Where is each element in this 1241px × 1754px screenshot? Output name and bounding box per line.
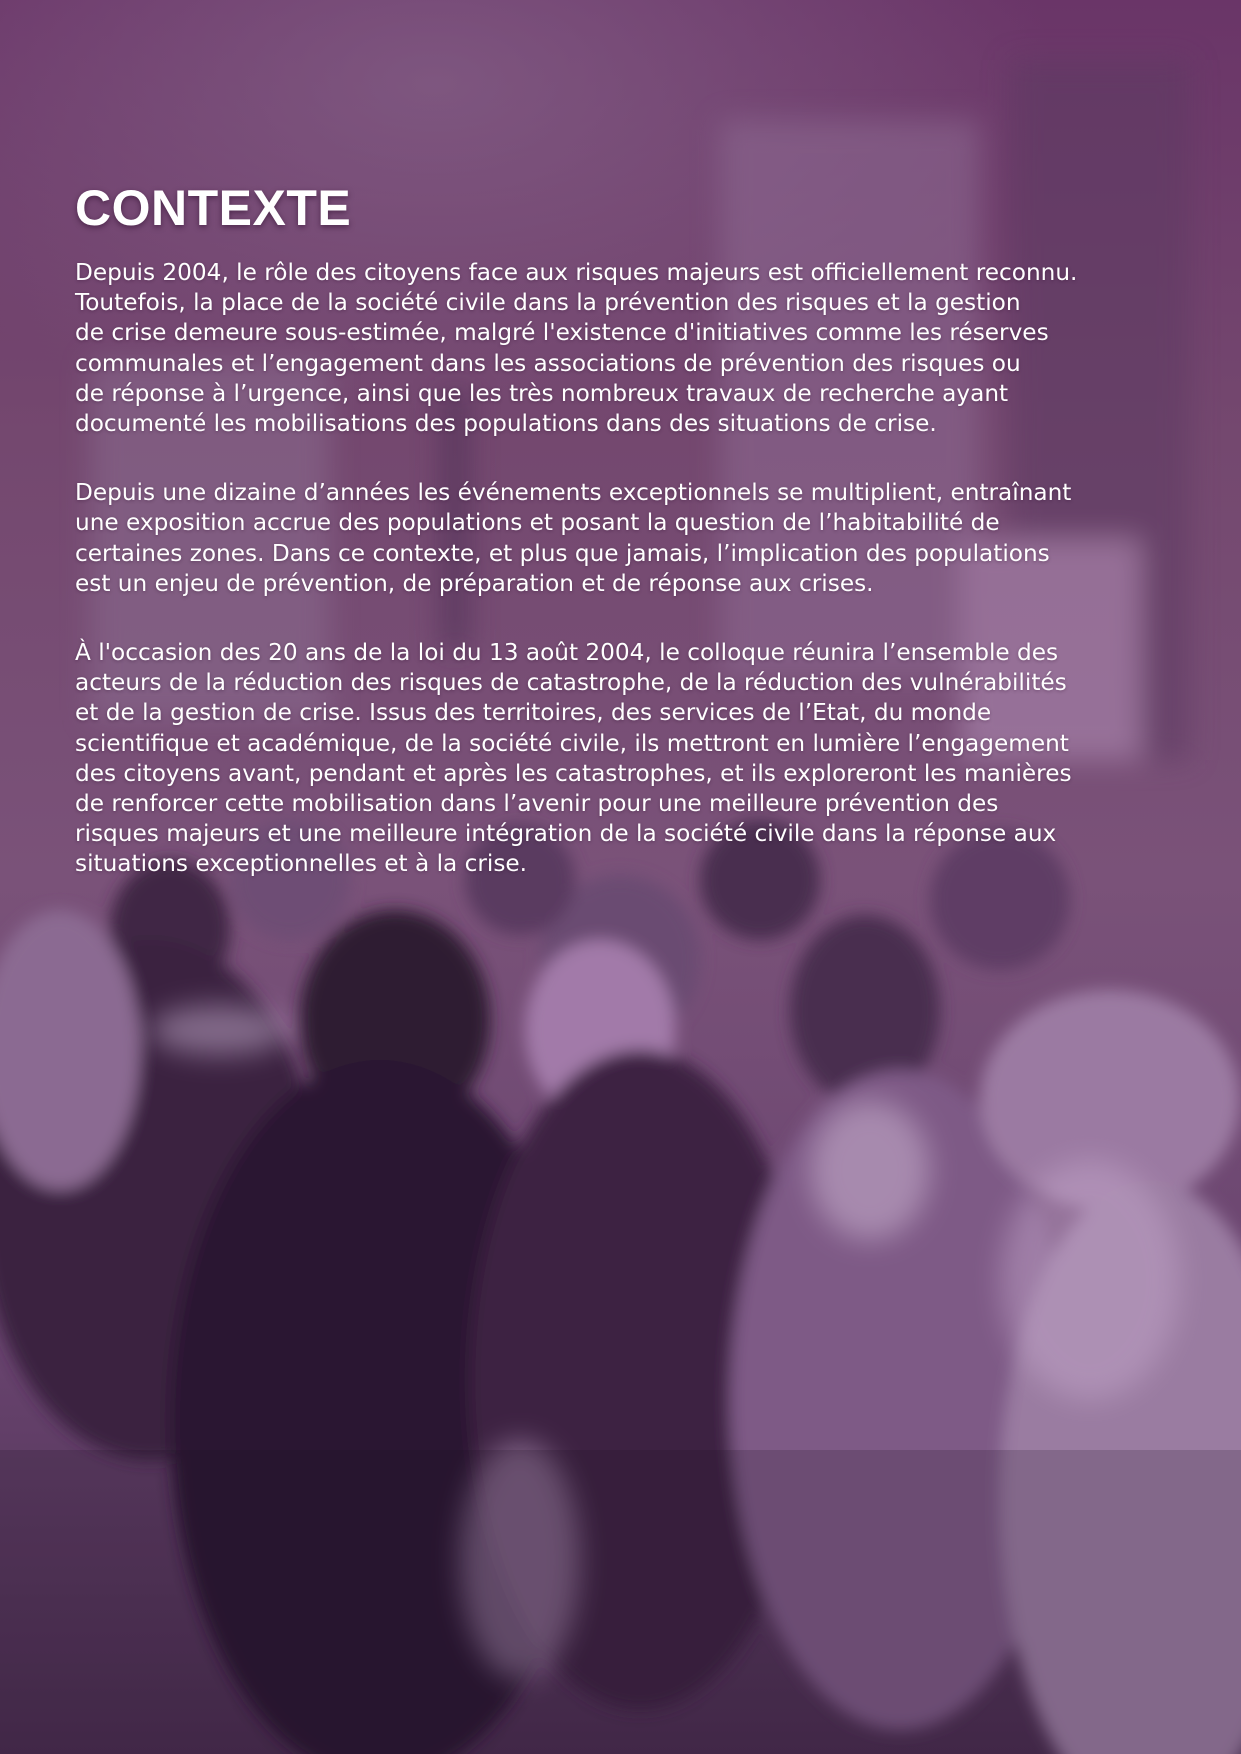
contexte-section xyxy=(75,178,1175,919)
paragraph-intro: Depuis 2004, le rôle des citoyens face aux risques majeurs est officiellement reconnu. Toutefois, la place de la société civile dans la prévention des risques et la gestion de crise demeure sous-estimée, malgré l'existence d'initiatives comme les réserves communales et l’engagement dans les associations de prévention des risques ou de réponse à l’urgence, ainsi que les très nombreux travaux de recherche ayant documenté les mobilisations des populations dans des situations de crise. xyxy=(75,259,1078,438)
section-heading: CONTEXTE xyxy=(75,180,352,236)
paragraph-colloque: À l'occasion des 20 ans de la loi du 13 août 2004, le colloque réunira l’ensemble des acteurs de la réduction des risques de catastrophe, de la réduction des vulnérabilités et de la gestion de crise. Issus des territoires, des services de l’Etat, du monde scientifique et académique, de la société civile, ils mettront en lumière l’engagement des citoyens avant, pendant et après les catastrophes, et ils exploreront les manières de renforcer cette mobilisation dans l’avenir pour une meilleure prévention des risques majeurs et une meilleure intégration de la société civile dans la réponse aux situations exceptionnelles et à la crise. xyxy=(75,639,1072,878)
paragraph-context: Depuis une dizaine d’années les événements exceptionnels se multiplient, entraînant une exposition accrue des populations et posant la question de l’habitabilité de certaines zones. Dans ce contexte, et plus que jamais, l’implication des populations est un enjeu de prévention, de préparation et de réponse aux crises. xyxy=(75,479,1072,597)
